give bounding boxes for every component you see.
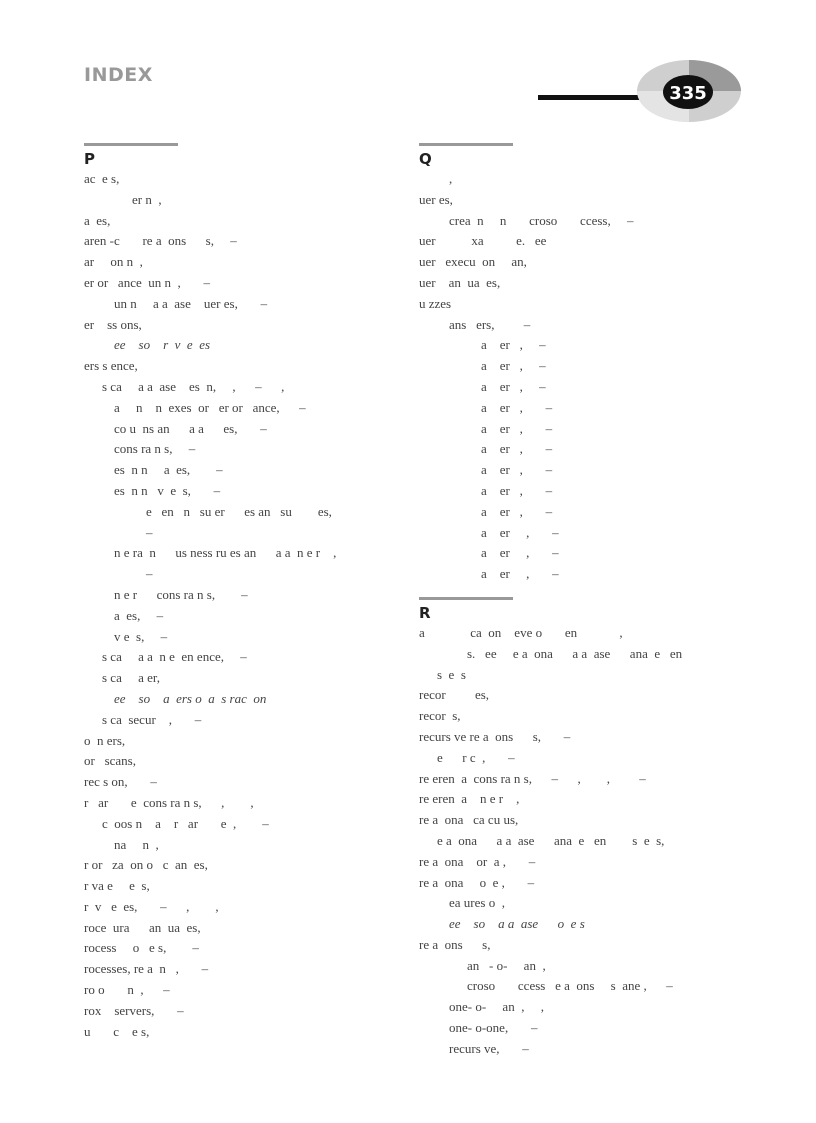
index-entry: es n n a es, – <box>114 462 223 478</box>
index-entry: a er , – <box>481 399 553 415</box>
index-entry: a er , – <box>481 420 553 436</box>
index-entry: recor s, <box>419 708 461 724</box>
section-rule <box>84 143 178 146</box>
index-entry: n e ra n us ness ru es an a a n e r , <box>114 545 337 561</box>
index-entry: un n a a ase uer es, – <box>114 295 268 311</box>
index-entry: c oos n a r ar e , – <box>102 815 269 831</box>
section-letter: R <box>419 603 431 622</box>
index-entry: croso ccess e a ons s ane , – <box>467 978 673 994</box>
index-entry: er n , <box>132 191 162 207</box>
index-entry: a er , – <box>481 462 553 478</box>
index-entry: es n n v e s, – <box>114 482 221 498</box>
index-entry: a er , – <box>481 441 553 457</box>
index-entry: e en n su er es an su es, <box>146 503 332 519</box>
index-entry: ee so a ers o a s rac on <box>114 690 267 706</box>
index-entry: rec s on, – <box>84 774 157 790</box>
index-entry: u c e s, <box>84 1023 150 1039</box>
index-entry: ar on n , <box>84 254 143 270</box>
index-entry: ee so a a ase o e s <box>449 916 585 932</box>
index-column-right <box>419 143 719 1072</box>
index-entry: – <box>146 566 153 582</box>
section-rule <box>419 597 513 600</box>
index-section <box>419 143 719 585</box>
index-entry: aren -c re a ons s, – <box>84 233 237 249</box>
index-entry: uer xa e. ee <box>419 233 547 249</box>
index-entry: ans ers, – <box>449 316 531 332</box>
index-entry: r ar e cons ra n s, , , <box>84 794 254 810</box>
index-entry: a er , – <box>481 566 559 582</box>
index-entry: e a ona a a ase ana e en s e s, <box>437 832 665 848</box>
index-entry: a er , – <box>481 358 546 374</box>
index-entry: s ca a a n e en ence, – <box>102 649 247 665</box>
index-entry: s ca secur , – <box>102 711 202 727</box>
index-entry: ea ures o , <box>449 895 505 911</box>
section-letter: Q <box>419 150 432 168</box>
index-entry: re a ona o e , – <box>419 874 535 890</box>
index-entry: a es, – <box>114 607 164 623</box>
index-entry: or scans, <box>84 753 136 769</box>
index-entry: r v e es, – , , <box>84 898 219 914</box>
index-entry: u zzes <box>419 295 452 311</box>
index-entry: uer es, <box>419 191 453 207</box>
running-header-title: INDEX <box>84 64 153 86</box>
index-entry: a er , – <box>481 337 546 353</box>
index-entry: r va e e s, <box>84 878 150 894</box>
index-entry: a er , – <box>481 482 553 498</box>
index-entry: , <box>449 171 453 186</box>
index-entry: crea n n croso ccess, – <box>449 212 634 228</box>
index-entry: a er , – <box>481 524 559 540</box>
index-entry: ers s ence, <box>84 358 138 374</box>
index-entry: s ca a er, <box>102 670 160 686</box>
index-entry: uer an ua es, <box>419 274 501 290</box>
index-entry: s. ee e a ona a a ase ana e en <box>467 645 683 661</box>
index-entry: a ca on eve o en , <box>419 624 623 640</box>
index-entry: rox servers, – <box>84 1002 184 1018</box>
index-entry: ac e s, <box>84 171 120 186</box>
index-entry: uer execu on an, <box>419 254 527 270</box>
index-entry: rocess o e s, – <box>84 940 199 956</box>
index-entry: a er , – <box>481 545 559 561</box>
index-entry: a es, <box>84 212 111 228</box>
index-entry: v e s, – <box>114 628 168 644</box>
index-entry: re a ona ca cu us, <box>419 812 519 828</box>
index-entry: e r c , – <box>437 749 515 765</box>
index-column-left <box>84 143 384 1054</box>
index-entry: s e s <box>437 666 466 682</box>
index-entry: re a ona or a , – <box>419 853 536 869</box>
index-entry: na n , <box>114 836 159 852</box>
index-entry: – <box>146 524 153 540</box>
section-rule <box>419 143 513 146</box>
index-entry: one- o-one, – <box>449 1020 538 1036</box>
index-entry: re a ons s, <box>419 936 491 952</box>
index-entry: er or ance un n , – <box>84 274 210 290</box>
index-entry: roce ura an ua es, <box>84 919 201 935</box>
index-section <box>84 143 384 1042</box>
index-entry: cons ra n s, – <box>114 441 196 457</box>
index-entry: re eren a cons ra n s, – , , – <box>419 770 646 786</box>
index-entry: a n n exes or er or ance, – <box>114 399 306 415</box>
index-entry: a er , – <box>481 378 546 394</box>
index-entry: er ss ons, <box>84 316 142 332</box>
index-entry: recurs ve, – <box>449 1040 529 1056</box>
index-entry: re eren a n e r , <box>419 791 520 807</box>
index-entry: o n ers, <box>84 732 126 748</box>
page-number-badge <box>634 58 744 124</box>
section-letter: P <box>84 150 95 168</box>
index-entry: a er , – <box>481 503 553 519</box>
index-entry: recurs ve re a ons s, – <box>419 728 571 744</box>
index-entry: one- o- an , , <box>449 999 544 1015</box>
index-entry: n e r cons ra n s, – <box>114 586 248 602</box>
page-number: 335 <box>669 83 707 104</box>
index-entry: ee so r v e es <box>114 337 211 353</box>
index-entry: rocesses, re a n , – <box>84 961 209 977</box>
index-entry: ro o n , – <box>84 982 170 998</box>
index-entry: r or za on o c an es, <box>84 857 208 873</box>
index-entry: co u ns an a a es, – <box>114 420 267 436</box>
index-entry: recor es, <box>419 687 490 703</box>
index-section <box>419 597 719 1060</box>
index-entry: an - o- an , <box>467 957 546 973</box>
index-entry: s ca a a ase es n, , – , <box>102 378 285 394</box>
